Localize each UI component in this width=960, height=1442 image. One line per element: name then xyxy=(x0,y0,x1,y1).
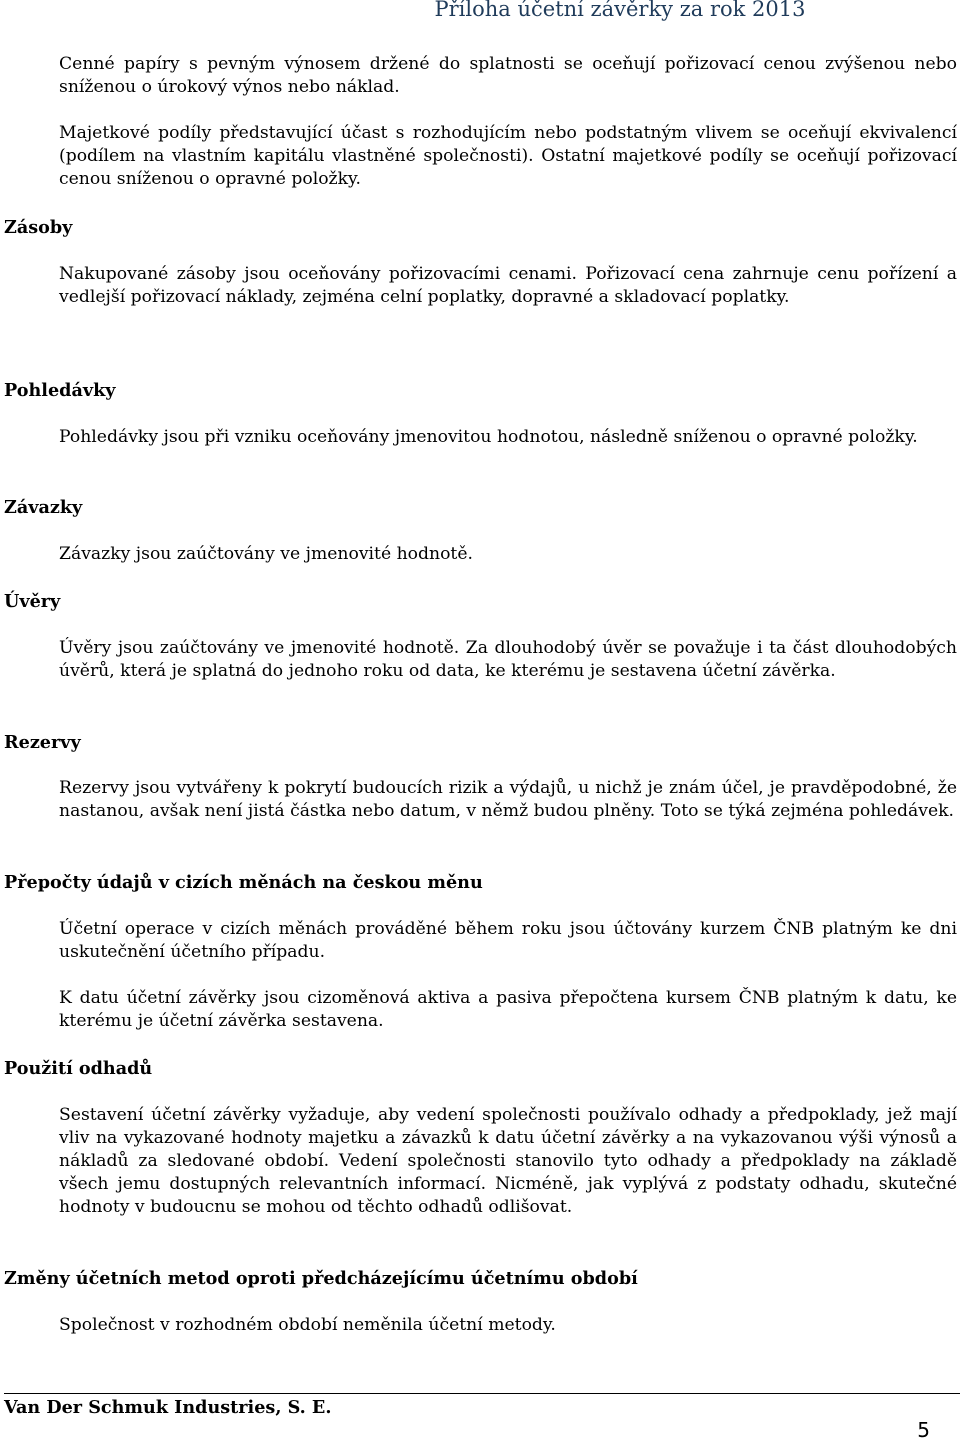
paragraph-uvery: Úvěry jsou zaúčtovány ve jmenovité hodnotě. Za dlouhodobý úvěr se považuje i ta část dlouhodobých úvěrů, která je splatná do jednoho roku od data, ke kterému je sestavena účetní závěrka. xyxy=(59,638,957,681)
heading-zasoby: Zásoby xyxy=(4,217,73,238)
footer-company-name: Van Der Schmuk Industries, S. E. xyxy=(4,1397,332,1418)
page-header-title: Příloha účetní závěrky za rok 2013 xyxy=(434,0,806,21)
page-number: 5 xyxy=(917,1418,930,1442)
paragraph-zavazky: Závazky jsou zaúčtovány ve jmenovité hodnotě. xyxy=(59,544,473,564)
heading-odhady: Použití odhadů xyxy=(4,1058,153,1079)
heading-pohledavky: Pohledávky xyxy=(4,380,116,401)
paragraph-pohledavky: Pohledávky jsou při vzniku oceňovány jmenovitou hodnotou, následně sníženou o opravné položky. xyxy=(59,427,918,447)
paragraph-majetkove-podily: Majetkové podíly představující účast s rozhodujícím nebo podstatným vlivem se oceňují ekvivalencí (podílem na vlastním kapitálu vlastněné společnosti). Ostatní majetkové podíly se oceňují pořizovací cenou sníženou o opravné položky. xyxy=(59,123,957,189)
heading-prepocty: Přepočty údajů v cizích měnách na českou měnu xyxy=(4,872,483,893)
paragraph-zmeny: Společnost v rozhodném období neměnila účetní metody. xyxy=(59,1315,556,1335)
paragraph-zasoby: Nakupované zásoby jsou oceňovány pořizovacími cenami. Pořizovací cena zahrnuje cenu pořízení a vedlejší pořizovací náklady, zejména celní poplatky, dopravné a skladovací poplatky. xyxy=(59,264,957,307)
heading-rezervy: Rezervy xyxy=(4,732,81,753)
paragraph-odhady: Sestavení účetní závěrky vyžaduje, aby vedení společnosti používalo odhady a předpoklady, jež mají vliv na vykazované hodnoty majetku a závazků k datu účetní závěrky a na vykazovanou výši výnosů a nákladů za sledované období. Vedení společnosti stanovilo tyto odhady a předpoklady na základě všech jemu dostupných relevantních informací. Nicméně, jak vyplývá z podstaty odhadu, skutečné hodnoty v budoucnu se mohou od těchto odhadů odlišovat. xyxy=(59,1105,957,1217)
paragraph-rezervy: Rezervy jsou vytvářeny k pokrytí budoucích rizik a výdajů, u nichž je znám účel, je pravděpodobné, že nastanou, avšak není jistá částka nebo datum, v němž budou plněny. Toto se týká zejména pohledávek. xyxy=(59,778,957,821)
paragraph-prepocty-1: Účetní operace v cizích měnách prováděné během roku jsou účtovány kurzem ČNB platným ke dni uskutečnění účetního případu. xyxy=(59,919,957,962)
heading-zavazky: Závazky xyxy=(4,497,83,518)
heading-zmeny: Změny účetních metod oproti předcházejícímu účetnímu období xyxy=(4,1268,638,1289)
paragraph-prepocty-2: K datu účetní závěrky jsou cizoměnová aktiva a pasiva přepočtena kursem ČNB platným k datu, ke kterému je účetní závěrka sestavena. xyxy=(59,988,957,1031)
paragraph-cenne-papiry: Cenné papíry s pevným výnosem držené do splatnosti se oceňují pořizovací cenou zvýšenou nebo sníženou o úrokový výnos nebo náklad. xyxy=(59,54,957,97)
footer-divider xyxy=(4,1393,960,1394)
heading-uvery: Úvěry xyxy=(4,591,61,612)
